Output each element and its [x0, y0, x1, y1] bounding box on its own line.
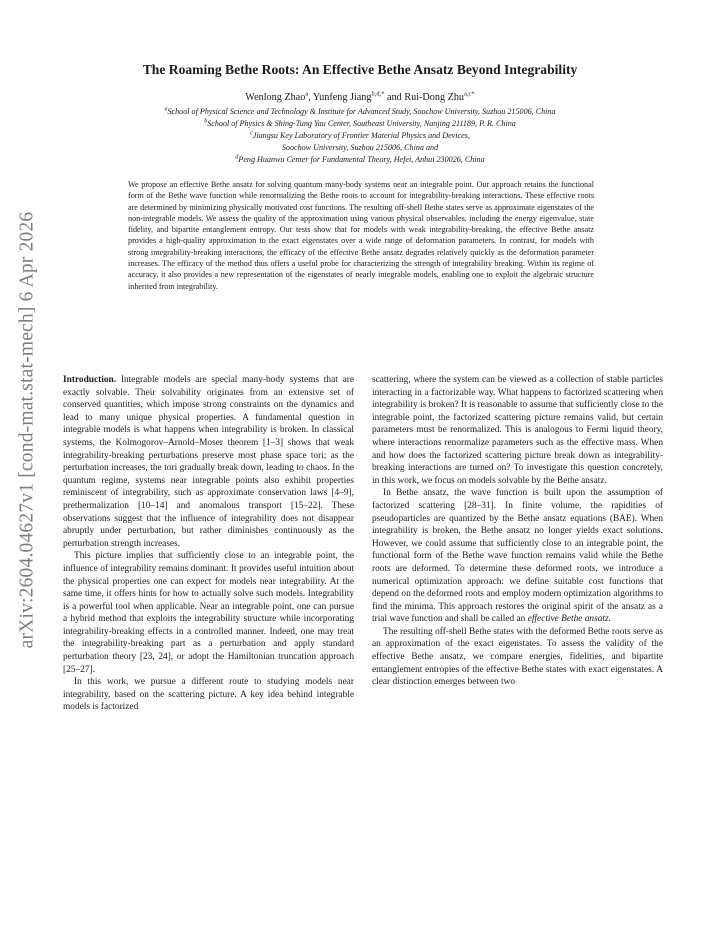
author-affiliation-mark: a — [305, 90, 309, 98]
affiliation-text: Soochow University, Suzhou 215006, China and — [281, 143, 439, 152]
emphasized-term: effective Bethe ansatz. — [527, 614, 611, 625]
body-paragraph — [372, 487, 663, 626]
affiliation-mark: d — [235, 154, 239, 161]
paper-title: The Roaming Bethe Roots: An Effective Bethe Ansatz Beyond Integrability — [142, 62, 578, 77]
author-name: Yunfeng Jiang — [312, 92, 372, 103]
affiliation-text: School of Physics & Shing-Tung Yau Center, Southeast University, Nanjing 211189, P. R. China — [207, 119, 516, 128]
author-affiliation-mark: b,d,* — [371, 90, 385, 98]
affiliation-line — [50, 118, 670, 130]
author-name: Rui-Dong Zhu — [404, 92, 465, 103]
author-name: Wenlong Zhao — [245, 92, 306, 103]
paragraph-text: In Bethe ansatz, the wave function is built upon the assumption of factorized scattering [28–31]. In finite volume, the rapidities of pseudoparticles are quantized by the Bethe ansatz equations (BAE). When integrability is broken, the Bethe ansatz no longer yields exact solutions. However, we could assume that sufficiently close to an integrable point, the functional form of the Bethe wave function remains valid while the Bethe roots are deformed. To determine these deformed roots, we introduce a numerical optimization approach: we define suitable cost functions that depend on the deformed roots and employ modern optimization algorithms to find the minima. This approach restores the original spirit of the ansatz as a trial wave function and shall be called an — [372, 488, 663, 625]
body-paragraph: In this work, we pursue a different route to studying models near integrability, based on the scattering picture. A key idea behind integrable models is factorized — [63, 677, 354, 713]
affiliation-text: Jiangsu Key Laboratory of Frontier Material Physics and Devices, — [252, 131, 470, 140]
paragraph-text: Integrable models are special many-body systems that are exactly solvable. Their solvability originates from an extensive set of conserved quantities, which impose strong constraints on the dynamics and lead to many unique physical properties. A fundamental question in integrable models is what happens when integrability is broken. In classical systems, the Kolmogorov–Arnold–Moser theorem [1–3] shows that weak integrability-breaking perturbations preserve most phase space tori; as the perturbation increases, the tori gradually break down, leading to chaos. In the quantum regime, systems near integrable points also exhibit properties reminiscent of integrability, such as approximate conservation laws [4–9], prethermalization [10–14] and anomalous transport [15–22]. These observations suggest that the influence of integrability does not disappear abruptly under perturbation, but rather diminishes continuously as the perturbation strength increases. — [63, 375, 354, 549]
affiliation-mark: b — [204, 118, 208, 125]
intro-paragraph — [63, 374, 354, 550]
body-column-right — [372, 374, 663, 689]
section-heading-introduction: Introduction. — [63, 375, 117, 385]
author-affiliation-mark: a,c* — [464, 90, 475, 98]
arxiv-identifier: arXiv:2604.04627v1 [cond-mat.stat-mech] 6 Apr 2026 — [16, 211, 37, 649]
affiliation-line — [50, 106, 670, 118]
body-paragraph: This picture implies that sufficiently close to an integrable point, the influence of integrability remains dominant. It provides useful intuition about the physical properties one can expect for models near integrability. At the same time, it offers hints for how to actually solve such models. Integrability is a powerful tool when applicable. Near an integrable point, one can pursue a hybrid method that exploits the integrability structure while incorporating integrability-breaking effects in a controlled manner. Indeed, one may treat the integrability-breaking part as a perturbation and apply standard perturbation theory [23, 24], or adopt the Hamiltonian truncation approach [25–27]. — [63, 551, 354, 675]
affiliation-mark: c — [250, 130, 253, 137]
affiliation-text: School of Physical Science and Technology & Institute for Advanced Study, Soochow University, Suzhou 215006, China — [167, 107, 556, 116]
arxiv-watermark — [10, 200, 44, 660]
body-paragraph: The resulting off-shell Bethe states with the deformed Bethe roots serve as an approximation of the exact eigenstates. To assess the validity of the effective Bethe ansatz, we compare energies, fidelities, and bipartite entanglement entropies of the effective Bethe states with exact eigenstates. A clear distinction emerges between two — [372, 626, 663, 688]
author-list — [60, 92, 660, 103]
body-column-left — [63, 374, 354, 714]
affiliation-line — [50, 142, 670, 154]
affiliation-mark: a — [164, 106, 168, 113]
body-paragraph: scattering, where the system can be viewed as a collection of stable particles interacting in a factorizable way. What happens to factorized scattering when integrability is broken? It is reasonable to assume that sufficiently close to the integrable point, the factorized scattering picture remains valid, but certain parameters must be renormalized. This is analogous to Fermi liquid theory, where interactions renormalize parameters such as the effective mass. When and how does the factorized scattering picture break down as integrability-breaking interactions are turned on? To investigate this question concretely, in this work, we focus on models solvable by the Bethe ansatz. — [372, 375, 663, 486]
author-separator: and — [384, 92, 405, 103]
affiliation-line — [50, 130, 670, 142]
affiliation-text: Peng Huanwu Center for Fundamental Theory, Hefei, Anhui 230026, China — [238, 155, 485, 164]
affiliation-line — [50, 154, 670, 166]
abstract: We propose an effective Bethe ansatz for solving quantum many-body systems near an integrable point. Our approach retains the functional form of the Bethe wave function while renormalizing the Bethe roots to account for integrability-breaking interactions. These effective roots are determined by minimizing physically motivated cost functions. The resulting off-shell Bethe states serve as approximate eigenstates of the non-integrable models. We assess the quality of the approximation using various physical observables, including the energy eigenvalue, state fidelity, and bipartite entanglement entropy. Our tests show that for models with weak integrability-breaking, the effective Bethe ansatz provides a high-quality approximation to the exact eigenstates over a wide range of deformation parameters. In contrast, for models with strong integrability-breaking interactions, the efficacy of the effective Bethe ansatz degrades relatively quickly as the deformation parameter increases. The efficacy of the method thus offers a useful probe for characterizing the strength of integrability breaking. Within its regime of accuracy, it also provides a new representation of the eigenstates of nearly integrable models, enabling one to exploit the algebraic structure inherited from integrability. — [128, 180, 594, 291]
author-separator: , — [308, 92, 313, 103]
